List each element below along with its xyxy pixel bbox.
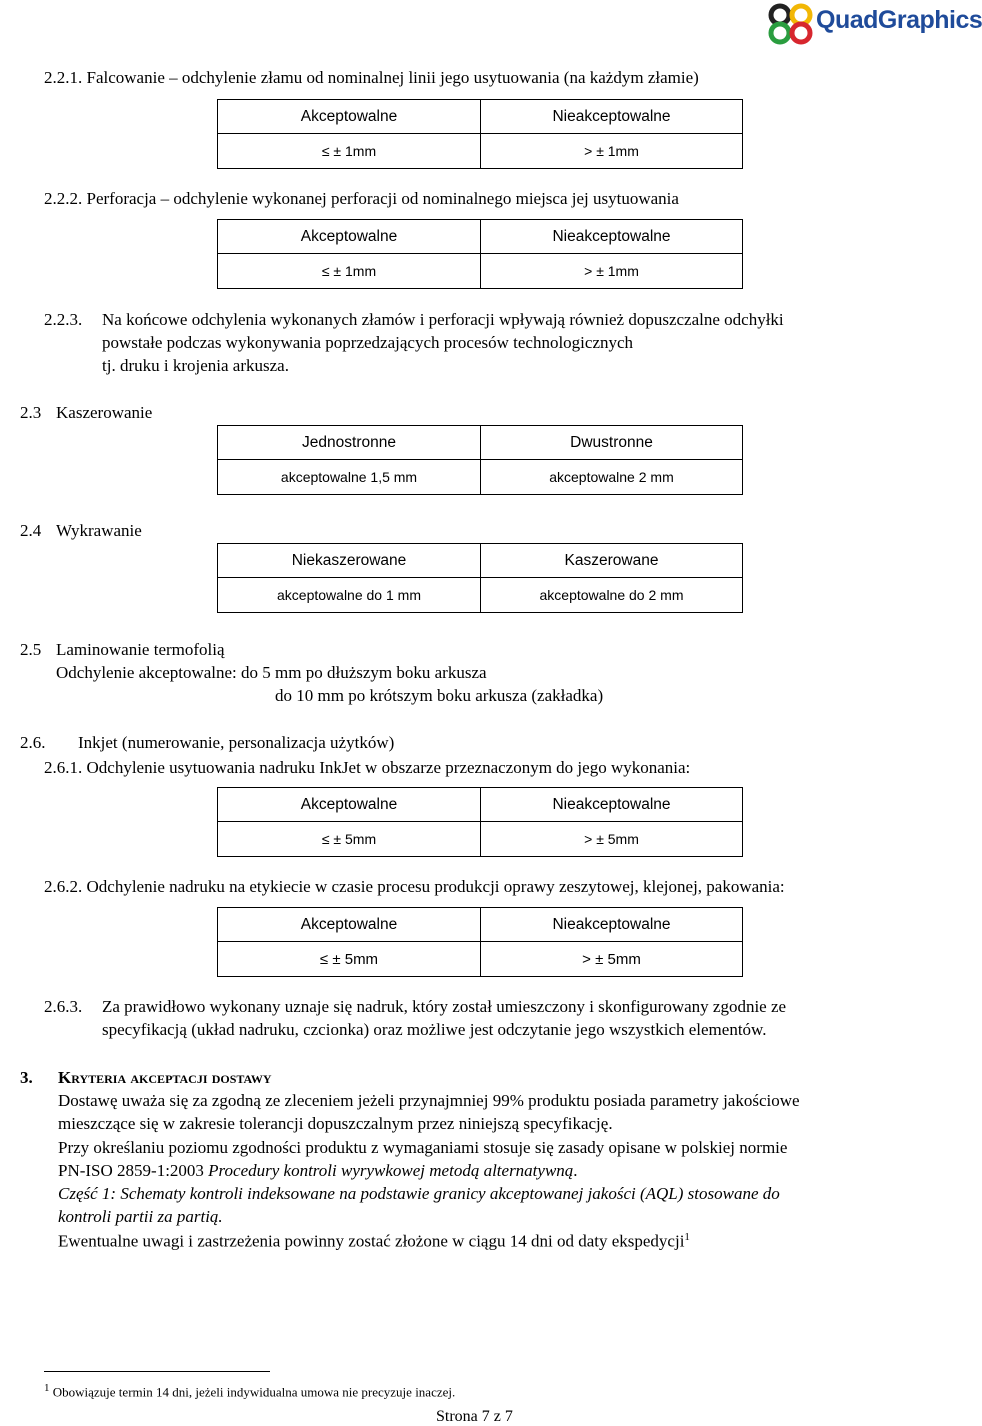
- value-non-laminated: akceptowalne do 1 mm: [218, 578, 481, 613]
- header-acceptable: Akceptowalne: [218, 100, 481, 134]
- header-unacceptable: Nieakceptowalne: [481, 788, 743, 822]
- value-acceptable: ≤ ± 5mm: [218, 942, 481, 977]
- logo-text: QuadGraphics: [816, 6, 982, 34]
- tolerance-table-24: [217, 543, 743, 613]
- section-3-number: 3.: [20, 1068, 33, 1087]
- value-acceptable: ≤ ± 1mm: [218, 134, 481, 169]
- norm-end: .: [573, 1161, 578, 1180]
- header-unacceptable: Nieakceptowalne: [481, 220, 743, 254]
- header-acceptable: Akceptowalne: [218, 908, 481, 942]
- header-unacceptable: Nieakceptowalne: [481, 100, 743, 134]
- header-non-laminated: Niekaszerowane: [218, 544, 481, 578]
- value-single-sided: akceptowalne 1,5 mm: [218, 460, 481, 495]
- section-25-line1: Odchylenie akceptowalne: do 5 mm po dłuższym boku arkusza: [56, 663, 487, 682]
- company-logo: [768, 4, 982, 44]
- norm-title: Procedury kontroli wyrywkowej metodą alternatywną: [208, 1161, 574, 1180]
- section-221-heading: 2.2.1. Falcowanie – odchylenie złamu od nominalnej linii jego usytuowania (na każdym złamie): [44, 68, 699, 87]
- header-acceptable: Akceptowalne: [218, 220, 481, 254]
- section-223-line2: powstałe podczas wykonywania poprzedzających procesów technologicznych: [102, 333, 634, 352]
- footnote-mark: 1: [44, 1382, 50, 1394]
- section-263-line2: specyfikacją (układ nadruku, czcionka) oraz możliwe jest odczytanie jego wszystkich elementów.: [102, 1020, 767, 1039]
- section-26-title: Inkjet (numerowanie, personalizacja użytków): [78, 733, 395, 752]
- section-23-title: Kaszerowanie: [56, 403, 153, 422]
- section-3-p4-text: Ewentualne uwagi i zastrzeżenia powinny zostać złożone w ciągu 14 dni od daty ekspedycji: [58, 1231, 685, 1251]
- section-25-title: Laminowanie termofolią: [56, 640, 225, 659]
- section-3-p3b: kontroli partii za partią.: [58, 1207, 223, 1226]
- section-24-number: 2.4: [20, 521, 42, 540]
- value-acceptable: ≤ ± 1mm: [218, 254, 481, 289]
- tolerance-table-221: [217, 99, 743, 169]
- footnote-text: Obowiązuje termin 14 dni, jeżeli indywidualna umowa nie precyzuje inaczej.: [52, 1384, 456, 1400]
- quadgraphics-logo-icon: [768, 4, 814, 44]
- page-number: Strona 7 z 7: [436, 1408, 513, 1425]
- value-double-sided: akceptowalne 2 mm: [481, 460, 743, 495]
- footnote-reference: 1: [684, 1231, 690, 1243]
- section-223-line3: tj. druku i krojenia arkusza.: [102, 356, 289, 375]
- section-3-title: Kryteria akceptacji dostawy: [58, 1068, 272, 1087]
- section-263-number: 2.6.3.: [44, 997, 83, 1016]
- header-unacceptable: Nieakceptowalne: [481, 908, 743, 942]
- section-223-line1: Na końcowe odchylenia wykonanych złamów i perforacji wpływają również dopuszczalne odchyłki: [102, 310, 784, 329]
- section-3-p1b: mieszczące się w zakresie tolerancji dopuszczalnym przez niniejszą specyfikację.: [58, 1114, 613, 1133]
- value-unacceptable: > ± 1mm: [481, 254, 743, 289]
- tolerance-table-23: [217, 425, 743, 495]
- section-262-heading: 2.6.2. Odchylenie nadruku na etykiecie w czasie procesu produkcji oprawy zeszytowej, klejonej, pakowania:: [44, 877, 785, 896]
- value-unacceptable: > ± 5mm: [481, 822, 743, 857]
- header-laminated: Kaszerowane: [481, 544, 743, 578]
- section-3-p3a: Część 1: Schematy kontroli indeksowane na podstawie granicy akceptowanej jakości (AQL) stosowane do: [58, 1184, 780, 1203]
- tolerance-table-222: [217, 219, 743, 289]
- value-unacceptable: > ± 5mm: [481, 942, 743, 977]
- header-acceptable: Akceptowalne: [218, 788, 481, 822]
- value-acceptable: ≤ ± 5mm: [218, 822, 481, 857]
- section-3-p2b: [58, 1161, 578, 1181]
- norm-number: PN-ISO 2859-1:2003: [58, 1161, 209, 1180]
- section-23-number: 2.3: [20, 403, 42, 422]
- header-single-sided: Jednostronne: [218, 426, 481, 460]
- section-26-number: 2.6.: [20, 733, 46, 752]
- section-261-heading: 2.6.1. Odchylenie usytuowania nadruku InkJet w obszarze przeznaczonym do jego wykonania:: [44, 758, 691, 777]
- tolerance-table-262: [217, 907, 743, 977]
- section-222-heading: 2.2.2. Perforacja – odchylenie wykonanej perforacji od nominalnego miejsca jej usytuowania: [44, 189, 679, 208]
- value-laminated: akceptowalne do 2 mm: [481, 578, 743, 613]
- header-double-sided: Dwustronne: [481, 426, 743, 460]
- section-223-number: 2.2.3.: [44, 310, 83, 329]
- tolerance-table-261: [217, 787, 743, 857]
- section-3-p4: [58, 1231, 690, 1252]
- section-24-title: Wykrawanie: [56, 521, 142, 540]
- section-25-number: 2.5: [20, 640, 42, 659]
- section-263-line1: Za prawidłowo wykonany uznaje się nadruk, który został umieszczony i skonfigurowany zgodnie ze: [102, 997, 787, 1016]
- footnote: [44, 1382, 455, 1400]
- value-unacceptable: > ± 1mm: [481, 134, 743, 169]
- section-25-line2: do 10 mm po krótszym boku arkusza (zakładka): [275, 686, 604, 705]
- section-3-p2a: Przy określaniu poziomu zgodności produktu z wymaganiami stosuje się zasady opisane w polskiej normie: [58, 1138, 788, 1157]
- section-3-p1a: Dostawę uważa się za zgodną ze zleceniem jeżeli przynajmniej 99% produktu posiada parametry jakościowe: [58, 1091, 800, 1110]
- footnote-separator: [44, 1371, 270, 1372]
